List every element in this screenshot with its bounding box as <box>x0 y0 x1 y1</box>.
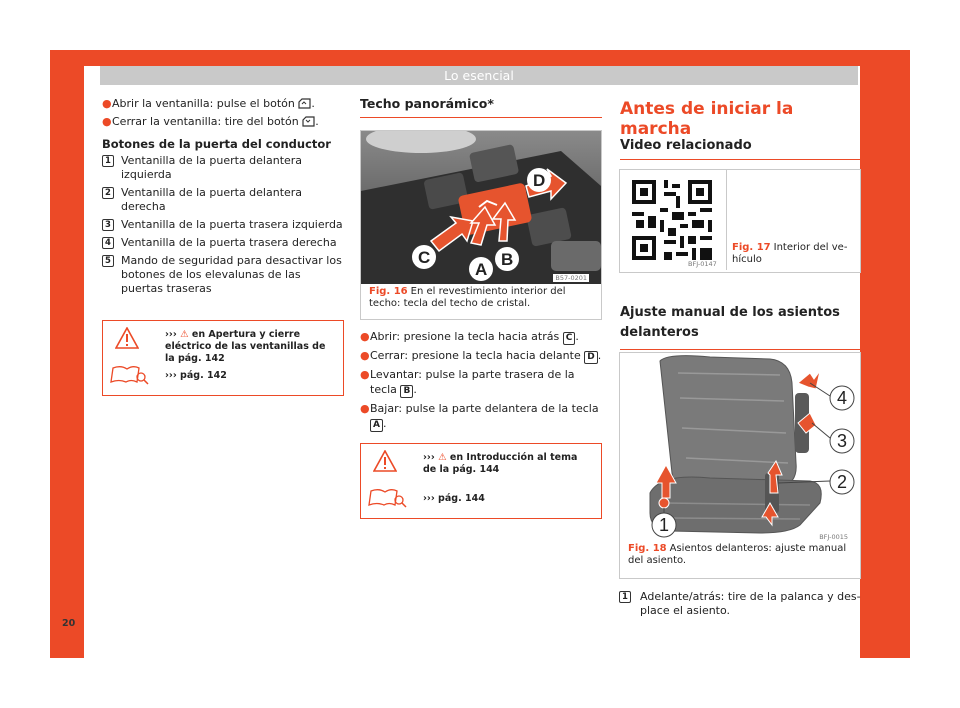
manual-book-icon <box>109 364 149 386</box>
warning-triangle-icon <box>373 450 397 472</box>
reference-text: en Apertura y cierre eléctrico de las ventanillas de la pág. 142 <box>165 329 326 364</box>
list-item <box>102 186 344 214</box>
figure-number: Fig. 17 <box>732 242 771 253</box>
item-text: Ventanilla de la puerta delantera derecha <box>121 186 303 213</box>
caption-text: Interior del vehículo <box>732 242 848 265</box>
key-label: D <box>584 351 597 364</box>
bullet-text: Levantar: pulse la parte trasera de la tecla <box>370 368 575 396</box>
list-item <box>102 254 344 296</box>
warning-reference-text <box>165 329 335 365</box>
label-b: B <box>501 250 514 269</box>
figure-caption <box>620 541 860 569</box>
list-item <box>102 218 344 232</box>
key-label: A <box>370 419 383 432</box>
figure-number: Fig. 16 <box>369 286 408 297</box>
item-text: Ventanilla de la puerta trasera derecha <box>121 236 337 249</box>
bullet-text: Cerrar la ventanilla: tire del botón <box>112 115 299 128</box>
item-text: Adelante/atrás: tire de la palanca y desplace el asiento. <box>640 590 861 617</box>
item-text: Mando de seguridad para desactivar los botones de los elevalunas de las puertas traseras <box>121 254 342 295</box>
item-number: 1 <box>102 155 114 167</box>
window-button-icon <box>298 98 311 109</box>
bullet-text: Bajar: pulse la parte delantera de la tecla <box>370 402 599 415</box>
label-d: D <box>533 171 546 190</box>
section-title-seat-adjust: Ajuste manual de los asientos delanteros <box>620 303 860 350</box>
figure-16 <box>360 130 602 320</box>
list-item <box>102 236 344 250</box>
figure-17 <box>619 169 861 273</box>
reference-arrows: ››› <box>423 452 435 463</box>
item-number: 1 <box>619 591 631 603</box>
warning-small-icon: ⚠ <box>180 329 189 340</box>
bullet-text: Abrir la ventanilla: pulse el botón <box>112 97 295 110</box>
section-title-before-driving: Antes de iniciar la marcha <box>620 99 794 139</box>
bullet-dot: ● <box>360 402 370 415</box>
bullet-item: ● Abrir: presione la tecla hacia atrás C . <box>360 330 579 343</box>
figure-number: Fig. 18 <box>628 543 667 554</box>
seat-illustration <box>620 353 860 541</box>
item-number: 4 <box>102 237 114 249</box>
label-4: 4 <box>836 388 848 408</box>
item-number: 2 <box>102 187 114 199</box>
label-2: 2 <box>836 472 848 492</box>
caption-text: En el revestimiento interior del techo: tecla del techo de cristal. <box>369 286 566 309</box>
image-code: BFJ-0147 <box>688 260 717 268</box>
bullet-dot: ● <box>360 330 370 343</box>
list-item <box>102 154 344 182</box>
caption-text: Asientos delanteros: ajuste manual del asiento. <box>628 543 847 566</box>
manual-book-icon <box>367 487 407 509</box>
image-code: B57-0201 <box>555 274 587 282</box>
label-3: 3 <box>836 431 848 451</box>
list-item-seat-forward-back <box>619 590 876 618</box>
figure-caption <box>732 242 850 266</box>
bullet-item: ● Levantar: pulse la parte trasera de la tecla B . <box>360 368 575 396</box>
item-text: Ventanilla de la puerta delantera izquierda <box>121 154 303 181</box>
bullet-text: Abrir: presione la tecla hacia atrás <box>370 330 560 343</box>
bullet-dot: ● <box>102 115 112 128</box>
key-label: B <box>400 385 413 398</box>
warning-box-roof <box>360 443 602 519</box>
bullet-item: ● Cerrar: presione la tecla hacia delante D . <box>360 349 602 362</box>
figure-caption <box>361 284 601 312</box>
page-header: Lo esencial <box>100 66 858 85</box>
qr-code-icon[interactable] <box>628 176 716 264</box>
item-number: 3 <box>102 219 114 231</box>
label-1: 1 <box>658 515 670 535</box>
roof-bullets <box>360 329 602 435</box>
figure-18 <box>619 352 861 579</box>
bullet-text: Cerrar: presione la tecla hacia delante <box>370 349 581 362</box>
bullet-dot: ● <box>360 368 370 381</box>
page-reference-link[interactable]: ››› pág. 142 <box>165 370 227 381</box>
item-number: 5 <box>102 255 114 267</box>
column-1 <box>102 96 344 300</box>
page-reference-link[interactable]: ››› pág. 144 <box>423 493 485 504</box>
warning-reference-text <box>423 452 593 476</box>
section-title-panoramic-roof: Techo panorámico* <box>360 96 602 118</box>
reference-arrows: ››› <box>165 329 177 340</box>
warning-box-windows <box>102 320 344 396</box>
bullet-open-window: ● Abrir la ventanilla: pulse el botón . <box>102 97 315 110</box>
subheading-driver-door: Botones de la puerta del conductor <box>102 137 331 151</box>
roof-control-illustration <box>361 131 601 284</box>
window-button-icon <box>302 116 315 127</box>
bullet-dot: ● <box>102 97 112 110</box>
video-heading: Video relacionado <box>620 138 860 160</box>
reference-text: en Introducción al tema de la pág. 144 <box>423 452 578 475</box>
bullet-dot: ● <box>360 349 370 362</box>
warning-triangle-icon <box>115 327 139 349</box>
item-text: Ventanilla de la puerta trasera izquierda <box>121 218 343 231</box>
figure-divider <box>726 170 727 270</box>
warning-small-icon: ⚠ <box>438 452 447 463</box>
bullet-close-window: ● Cerrar la ventanilla: tire del botón . <box>102 115 319 128</box>
key-label: C <box>563 332 576 345</box>
column-2 <box>360 96 602 118</box>
page-number: 20 <box>62 618 76 629</box>
label-a: A <box>475 260 488 279</box>
bullet-item: ● Bajar: pulse la parte delantera de la tecla A . <box>360 402 599 430</box>
image-code: BFJ-0015 <box>819 533 848 541</box>
label-c: C <box>418 248 431 267</box>
